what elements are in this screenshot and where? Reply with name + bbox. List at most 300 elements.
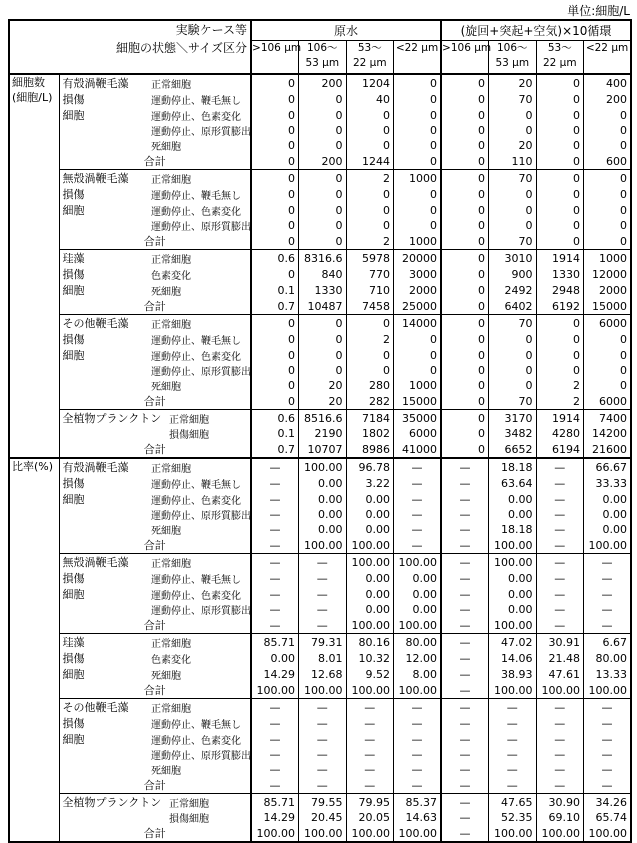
experiment-case-label: 実験ケース等 — [175, 23, 248, 37]
data-cell: 0 — [584, 233, 632, 250]
data-cell: 80.00 — [584, 650, 632, 666]
data-cell: 0 — [489, 363, 537, 378]
data-cell: 85.71 — [251, 794, 299, 811]
data-cell: 7458 — [346, 298, 394, 315]
data-cell: 2 — [346, 233, 394, 250]
data-cell: 38.93 — [489, 666, 537, 682]
category-label — [59, 138, 151, 153]
data-cell: — — [489, 762, 537, 777]
data-cell: 1914 — [536, 250, 584, 267]
data-cell: 15000 — [394, 393, 442, 410]
data-cell: 0 — [536, 186, 584, 202]
data-cell: — — [394, 507, 442, 522]
data-cell: 14200 — [584, 426, 632, 441]
data-cell: 0 — [441, 363, 489, 378]
data-cell: 0 — [394, 347, 442, 363]
state-label: 正常細胞 — [151, 458, 251, 475]
data-cell: 2000 — [394, 282, 442, 298]
state-label: 死細胞 — [151, 142, 181, 153]
state-label: 正常細胞 — [151, 74, 251, 91]
data-cell: — — [441, 731, 489, 747]
data-cell: 33.33 — [584, 475, 632, 491]
data-cell: 3482 — [489, 426, 537, 441]
data-cell: — — [251, 762, 299, 777]
data-cell: 0 — [251, 218, 299, 233]
data-cell: — — [346, 747, 394, 762]
data-cell: 3000 — [394, 266, 442, 282]
data-cell: 3170 — [489, 410, 537, 427]
data-cell: 1802 — [346, 426, 394, 441]
data-cell: 0 — [489, 202, 537, 218]
data-cell: — — [441, 458, 489, 475]
data-cell: — — [441, 682, 489, 699]
data-cell: 0.00 — [346, 570, 394, 586]
table-row — [9, 250, 631, 267]
table-row — [9, 347, 631, 363]
total-label: 合計 — [143, 539, 166, 552]
data-cell: 70 — [489, 393, 537, 410]
state-label: 色素変化 — [151, 270, 191, 282]
data-cell: 0 — [584, 123, 632, 138]
data-cell: — — [299, 762, 347, 777]
data-cell: 0 — [394, 91, 442, 107]
data-cell: 0 — [536, 363, 584, 378]
data-cell: — — [441, 537, 489, 554]
data-cell: 30.91 — [536, 634, 584, 651]
data-cell: 0 — [536, 107, 584, 123]
table-row — [9, 617, 631, 634]
data-cell: 100.00 — [394, 554, 442, 571]
data-cell: 200 — [299, 74, 347, 91]
table-row — [9, 715, 631, 731]
data-cell: 0.00 — [346, 586, 394, 602]
table-row — [9, 825, 631, 842]
data-cell: — — [441, 715, 489, 731]
data-cell: 65.74 — [584, 810, 632, 825]
data-cell: — — [536, 554, 584, 571]
data-cell: — — [584, 731, 632, 747]
data-cell: 2 — [346, 170, 394, 187]
data-cell: 840 — [299, 266, 347, 282]
data-cell: 14.63 — [394, 810, 442, 825]
data-cell: 12.68 — [299, 666, 347, 682]
data-cell: — — [441, 617, 489, 634]
data-cell: — — [536, 777, 584, 794]
data-cell: — — [346, 731, 394, 747]
data-cell: — — [441, 762, 489, 777]
data-cell: 0 — [441, 186, 489, 202]
data-cell: — — [394, 762, 442, 777]
data-cell: 0 — [441, 266, 489, 282]
data-cell: 0 — [299, 138, 347, 153]
table-row — [9, 586, 631, 602]
group-header-circulated: (旋回+突起+空気)×10循環 — [441, 20, 631, 40]
data-cell: 282 — [346, 393, 394, 410]
data-cell: — — [251, 475, 299, 491]
data-cell: 0.1 — [251, 426, 299, 441]
state-label: 正常細胞 — [151, 699, 251, 716]
table-row — [9, 731, 631, 747]
table-row — [9, 491, 631, 507]
total-label: 合計 — [143, 443, 166, 456]
data-cell: — — [536, 586, 584, 602]
category-label — [59, 218, 151, 233]
data-cell: 0.00 — [489, 602, 537, 617]
data-cell: 100.00 — [251, 682, 299, 699]
state-label: 死細胞 — [151, 526, 181, 537]
data-cell: — — [536, 731, 584, 747]
state-label: 運動停止、鞭毛無し — [151, 479, 241, 491]
data-cell: 0 — [489, 347, 537, 363]
data-cell: 0.00 — [299, 522, 347, 537]
data-cell: — — [394, 731, 442, 747]
data-cell: — — [346, 715, 394, 731]
data-cell: 0 — [251, 393, 299, 410]
data-cell: — — [299, 602, 347, 617]
table-row — [9, 123, 631, 138]
data-cell: 0 — [536, 218, 584, 233]
data-cell: — — [584, 602, 632, 617]
data-cell: — — [299, 715, 347, 731]
data-cell: 0 — [251, 233, 299, 250]
state-label: 正常細胞 — [151, 315, 251, 332]
data-cell: 0 — [251, 202, 299, 218]
data-cell: 0 — [536, 331, 584, 347]
state-label: 運動停止、色素変化 — [151, 111, 241, 123]
data-cell: 12.00 — [394, 650, 442, 666]
data-cell: 0 — [584, 218, 632, 233]
data-cell: — — [441, 794, 489, 811]
data-cell: 35000 — [394, 410, 442, 427]
data-cell: 100.00 — [346, 554, 394, 571]
table-row — [9, 458, 631, 475]
section-label: 細胞数 (細胞/L) — [9, 74, 59, 458]
data-cell: 2000 — [584, 282, 632, 298]
data-cell: 0 — [441, 393, 489, 410]
state-label: 運動停止、原形質膨出 — [151, 127, 251, 138]
data-cell: 0 — [251, 266, 299, 282]
state-label: 運動停止、鞭毛無し — [151, 95, 241, 107]
data-cell: 0 — [536, 233, 584, 250]
data-cell: — — [489, 699, 537, 716]
data-cell: 18.18 — [489, 522, 537, 537]
data-cell: — — [441, 777, 489, 794]
data-cell: 0 — [584, 331, 632, 347]
data-cell: — — [441, 699, 489, 716]
data-cell: 0 — [536, 153, 584, 170]
size-col-header: 106～ 53 μm — [299, 40, 347, 74]
data-cell: 6194 — [536, 441, 584, 458]
size-col-header: >106 μm — [251, 40, 299, 74]
data-cell: 0 — [394, 153, 442, 170]
data-cell: 0 — [489, 378, 537, 393]
data-cell: — — [299, 617, 347, 634]
data-cell: 6000 — [584, 315, 632, 332]
category-label: 損傷 — [62, 188, 85, 201]
data-cell: — — [394, 699, 442, 716]
data-cell: 0.00 — [584, 491, 632, 507]
state-label: 運動停止、色素変化 — [151, 351, 241, 363]
data-cell: 0 — [536, 315, 584, 332]
table-row — [9, 747, 631, 762]
data-cell: 0 — [441, 123, 489, 138]
category-label: 全植物プランクトン — [59, 794, 151, 811]
data-cell: — — [489, 731, 537, 747]
data-cell: 0 — [441, 441, 489, 458]
total-label: 合計 — [143, 300, 166, 313]
data-cell: 12000 — [584, 266, 632, 282]
data-cell: 0 — [441, 282, 489, 298]
state-label: 運動停止、色素変化 — [151, 495, 241, 507]
data-cell: — — [584, 762, 632, 777]
category-label: 細胞 — [62, 668, 85, 681]
state-label: 正常細胞 — [151, 554, 251, 571]
data-cell: 770 — [346, 266, 394, 282]
category-label: その他鞭毛藻 — [59, 699, 151, 716]
table-row — [9, 522, 631, 537]
data-cell: 4280 — [536, 426, 584, 441]
category-label: 無殻渦鞭毛藻 — [59, 170, 151, 187]
state-label: 運動停止、色素変化 — [151, 206, 241, 218]
data-cell: 18.18 — [489, 458, 537, 475]
data-cell: 0 — [346, 363, 394, 378]
data-cell: 0 — [441, 250, 489, 267]
data-cell: 0 — [441, 331, 489, 347]
data-cell: — — [536, 762, 584, 777]
category-label — [59, 123, 151, 138]
data-cell: — — [441, 666, 489, 682]
data-cell: 0 — [441, 74, 489, 91]
data-cell: 0 — [299, 123, 347, 138]
state-label: 正常細胞 — [151, 794, 251, 811]
data-cell: 0 — [441, 233, 489, 250]
data-cell: 0 — [441, 410, 489, 427]
data-cell: 0 — [299, 218, 347, 233]
category-label: 細胞 — [62, 109, 85, 122]
data-cell: 0 — [441, 218, 489, 233]
state-label: 正常細胞 — [151, 410, 251, 427]
data-cell: 100.00 — [536, 825, 584, 842]
state-label: 死細胞 — [151, 382, 181, 393]
state-label: 死細胞 — [151, 766, 181, 777]
data-cell: 20000 — [394, 250, 442, 267]
size-col-header: <22 μm — [584, 40, 632, 74]
data-cell: 6.67 — [584, 634, 632, 651]
data-cell: 0.7 — [251, 298, 299, 315]
table-row — [9, 186, 631, 202]
table-row — [9, 682, 631, 699]
data-cell: 0 — [251, 107, 299, 123]
data-cell: 710 — [346, 282, 394, 298]
total-label: 合計 — [143, 684, 166, 697]
data-cell: 96.78 — [346, 458, 394, 475]
data-cell: 1330 — [299, 282, 347, 298]
data-cell: 2190 — [299, 426, 347, 441]
data-cell: 0.00 — [394, 602, 442, 617]
data-cell: 1330 — [536, 266, 584, 282]
data-cell: 100.00 — [489, 682, 537, 699]
data-cell: — — [346, 699, 394, 716]
data-cell: 0 — [299, 202, 347, 218]
data-cell: 0 — [346, 347, 394, 363]
data-cell: — — [251, 570, 299, 586]
data-cell: 6192 — [536, 298, 584, 315]
data-cell: 0 — [441, 347, 489, 363]
table-row — [9, 138, 631, 153]
state-label: 損傷細胞 — [169, 814, 209, 825]
data-cell: 0 — [441, 107, 489, 123]
category-label: 損傷 — [62, 93, 85, 106]
data-cell: 1914 — [536, 410, 584, 427]
data-cell: 47.02 — [489, 634, 537, 651]
data-cell: — — [251, 458, 299, 475]
data-cell: 14.06 — [489, 650, 537, 666]
table-row — [9, 410, 631, 427]
data-cell: 1000 — [584, 250, 632, 267]
data-cell: 0 — [251, 315, 299, 332]
data-cell: 34.26 — [584, 794, 632, 811]
total-label: 合計 — [143, 155, 166, 168]
data-cell: 47.65 — [489, 794, 537, 811]
data-cell: — — [489, 715, 537, 731]
data-cell: — — [441, 602, 489, 617]
data-cell: 9.52 — [346, 666, 394, 682]
table-row — [9, 666, 631, 682]
category-label: 無殻渦鞭毛藻 — [59, 554, 151, 571]
data-cell: — — [441, 634, 489, 651]
data-cell: 400 — [584, 74, 632, 91]
category-label — [59, 762, 151, 777]
data-cell: — — [441, 475, 489, 491]
category-label: 損傷 — [62, 477, 85, 490]
data-cell: — — [536, 715, 584, 731]
data-cell: — — [251, 747, 299, 762]
data-cell: 0 — [536, 138, 584, 153]
unit-label: 単位:細胞/L — [567, 4, 630, 18]
data-cell: 0 — [394, 218, 442, 233]
data-cell: 0 — [536, 202, 584, 218]
data-cell: — — [394, 491, 442, 507]
table-row — [9, 153, 631, 170]
data-cell: 0.00 — [346, 507, 394, 522]
size-col-header: >106 μm — [441, 40, 489, 74]
data-cell: 2 — [536, 378, 584, 393]
data-cell: — — [584, 586, 632, 602]
data-cell: 0 — [584, 170, 632, 187]
data-cell: — — [536, 617, 584, 634]
total-label: 合計 — [143, 235, 166, 248]
data-cell: 6000 — [584, 393, 632, 410]
data-cell: — — [441, 570, 489, 586]
data-cell: 0 — [489, 123, 537, 138]
data-cell: 10707 — [299, 441, 347, 458]
table-row — [9, 107, 631, 123]
data-cell: — — [584, 777, 632, 794]
state-label: 死細胞 — [151, 286, 181, 298]
data-cell: — — [584, 715, 632, 731]
category-label: 細胞 — [62, 588, 85, 601]
data-cell: 41000 — [394, 441, 442, 458]
state-label: 運動停止、鞭毛無し — [151, 574, 241, 586]
data-cell: 100.00 — [299, 682, 347, 699]
data-cell: 10.32 — [346, 650, 394, 666]
data-cell: 100.00 — [346, 825, 394, 842]
state-label: 正常細胞 — [151, 250, 251, 267]
data-cell: 70 — [489, 315, 537, 332]
table-row — [9, 441, 631, 458]
data-cell: — — [584, 554, 632, 571]
data-cell: 70 — [489, 91, 537, 107]
data-cell: — — [536, 747, 584, 762]
data-cell: 0 — [394, 363, 442, 378]
category-label: 珪藻 — [59, 634, 151, 651]
state-label: 色素変化 — [151, 654, 191, 666]
table-row — [9, 507, 631, 522]
data-cell: 14.29 — [251, 810, 299, 825]
data-cell: 79.95 — [346, 794, 394, 811]
data-cell: 0 — [536, 347, 584, 363]
data-cell: 13.33 — [584, 666, 632, 682]
table-row — [9, 298, 631, 315]
category-label: 損傷 — [62, 572, 85, 585]
category-label — [59, 602, 151, 617]
table-row — [9, 570, 631, 586]
data-cell: 7400 — [584, 410, 632, 427]
data-cell: 0.00 — [299, 507, 347, 522]
category-label — [59, 810, 151, 825]
data-cell: 0 — [251, 138, 299, 153]
data-cell: 6402 — [489, 298, 537, 315]
data-cell: 0 — [584, 186, 632, 202]
data-cell: — — [394, 537, 442, 554]
data-cell: 20 — [299, 393, 347, 410]
data-cell: — — [441, 650, 489, 666]
category-label: 細胞 — [62, 733, 85, 746]
data-cell: 0 — [441, 378, 489, 393]
data-cell: 100.00 — [489, 554, 537, 571]
data-cell: 0 — [346, 107, 394, 123]
header-corner — [9, 20, 251, 74]
table-row — [9, 266, 631, 282]
table-row — [9, 602, 631, 617]
data-cell: 0 — [251, 378, 299, 393]
total-label: 合計 — [143, 779, 166, 792]
data-cell: 600 — [584, 153, 632, 170]
table-row — [9, 282, 631, 298]
data-cell: 0 — [584, 378, 632, 393]
data-cell: — — [251, 537, 299, 554]
data-cell: 25000 — [394, 298, 442, 315]
data-cell: 0.00 — [489, 507, 537, 522]
data-cell: 0 — [346, 138, 394, 153]
table-row — [9, 794, 631, 811]
state-label: 運動停止、鞭毛無し — [151, 190, 241, 202]
data-cell: 0 — [489, 186, 537, 202]
data-cell: 2492 — [489, 282, 537, 298]
category-label: 有殻渦鞭毛藻 — [59, 458, 151, 475]
data-cell: 1000 — [394, 233, 442, 250]
data-cell: — — [394, 747, 442, 762]
data-cell: 0 — [441, 315, 489, 332]
data-cell: 8316.6 — [299, 250, 347, 267]
data-cell: 0 — [536, 123, 584, 138]
data-cell: 0 — [346, 315, 394, 332]
data-cell: — — [489, 777, 537, 794]
table-row — [9, 810, 631, 825]
data-cell: — — [441, 747, 489, 762]
data-cell: 52.35 — [489, 810, 537, 825]
data-cell: 0 — [441, 91, 489, 107]
